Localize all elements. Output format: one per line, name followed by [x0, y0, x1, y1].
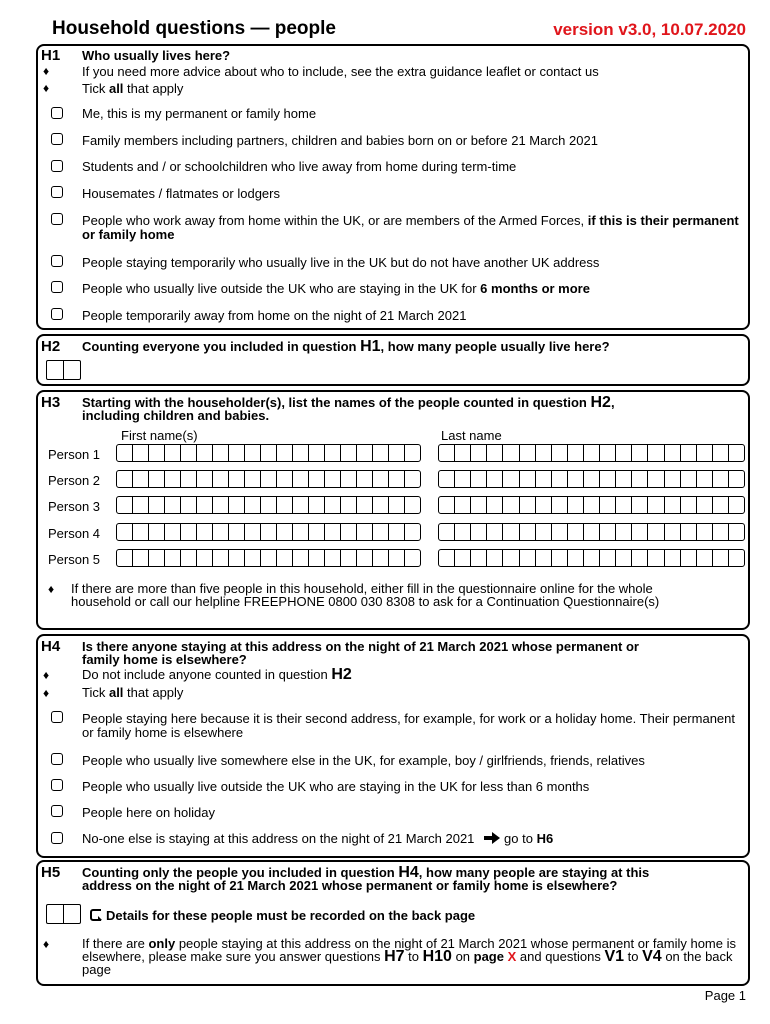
checkbox-h1-temporary[interactable] [51, 255, 63, 267]
page-title: Household questions — people [52, 18, 336, 39]
question-h4: Is there anyone staying at this address on the night of 21 March 2021 whose permanent or [82, 639, 639, 654]
h5-count-input[interactable] [46, 904, 81, 924]
bullet-icon: ♦ [43, 64, 50, 78]
option-h1-work-away: People who work away from home within the UK, or are members of the Armed Forces, if this is their permanent or family home [82, 213, 739, 242]
arrow-right-icon [484, 832, 500, 844]
person-4-last-name[interactable] [438, 523, 745, 541]
bullet-icon: ♦ [48, 582, 55, 596]
checkbox-h4-outside-uk[interactable] [51, 779, 63, 791]
person-2-first-name[interactable] [116, 470, 421, 488]
option-h4-holiday: People here on holiday [82, 805, 215, 820]
return-arrow-icon [90, 909, 103, 921]
person-label: Person 5 [48, 552, 101, 567]
instruction-h4-1: Do not include anyone counted in question H2 [82, 666, 352, 683]
checkbox-h4-second-address[interactable] [51, 711, 63, 723]
person-1-last-name[interactable] [438, 444, 745, 462]
section-h2 [36, 334, 750, 386]
question-number-h5: H5 [41, 864, 61, 881]
h5-details-note: Details for these people must be recorded on the back page [106, 908, 476, 923]
option-h1-outside-uk: People who usually live outside the UK who are staying in the UK for 6 months or more [82, 281, 590, 296]
person-label: Person 4 [48, 526, 101, 541]
option-h4-second-address: People staying here because it is their second address, for example, for work or a holiday home. Their permanent or family home is elsewhere [82, 711, 735, 740]
section-h5 [36, 860, 750, 986]
version-label: version v3.0, 10.07.2020 [553, 20, 746, 39]
question-h3-line2: including children and babies. [82, 408, 270, 423]
last-name-header: Last name [441, 428, 502, 443]
question-h2: Counting everyone you included in question H1, how many people usually live here? [82, 338, 610, 355]
question-number-h3: H3 [41, 394, 61, 411]
question-number-h1: H1 [41, 47, 61, 64]
question-number-h4: H4 [41, 638, 61, 655]
question-h5-line2: address on the night of 21 March 2021 whose permanent or family home is elsewhere? [82, 878, 618, 893]
page-number: Page 1 [704, 988, 746, 1003]
person-label: Person 1 [48, 447, 101, 462]
option-h1-away-tonight: People temporarily away from home on the night of 21 March 2021 [82, 308, 467, 323]
checkbox-h1-work-away[interactable] [51, 213, 63, 225]
option-h1-housemates: Housemates / flatmates or lodgers [82, 186, 280, 201]
option-h1-students: Students and / or schoolchildren who live away from home during term-time [82, 159, 517, 174]
person-5-first-name[interactable] [116, 549, 421, 567]
instruction-h4-2: Tick all that apply [82, 685, 184, 700]
bullet-icon: ♦ [43, 668, 50, 682]
checkbox-h1-outside-uk[interactable] [51, 281, 63, 293]
bullet-icon: ♦ [43, 81, 50, 95]
h3-continuation-note: If there are more than five people in this household, either fill in the questionnaire online for the whole household or call our helpline FREEPHONE 0800 030 8308 to ask for a Continuation Questionnaire(s) [71, 581, 660, 609]
question-h5: Counting only the people you included in question H4, how many people are staying at this [82, 864, 650, 881]
person-label: Person 3 [48, 499, 101, 514]
option-h4-no-one: No-one else is staying at this address on the night of 21 March 2021 go to H6 [82, 831, 554, 846]
option-h1-family: Family members including partners, children and babies born on or before 21 March 2021 [82, 133, 598, 148]
person-label: Person 2 [48, 473, 101, 488]
question-h4-line2: family home is elsewhere? [82, 652, 247, 667]
section-h3 [36, 390, 750, 630]
bullet-icon: ♦ [43, 937, 50, 951]
option-h4-elsewhere-uk: People who usually live somewhere else in the UK, for example, boy / girlfriends, friends, relatives [82, 753, 645, 768]
question-h3: Starting with the householder(s), list the names of the people counted in question H2, [82, 394, 615, 411]
person-3-last-name[interactable] [438, 496, 745, 514]
section-h1 [36, 44, 750, 330]
person-1-first-name[interactable] [116, 444, 421, 462]
bullet-icon: ♦ [43, 686, 50, 700]
h2-count-input[interactable] [46, 360, 81, 380]
question-h1: Who usually lives here? [82, 48, 231, 63]
checkbox-h1-away-tonight[interactable] [51, 308, 63, 320]
person-2-last-name[interactable] [438, 470, 745, 488]
person-4-first-name[interactable] [116, 523, 421, 541]
checkbox-h4-no-one[interactable] [51, 832, 63, 844]
checkbox-h4-holiday[interactable] [51, 805, 63, 817]
section-h4 [36, 634, 750, 858]
checkbox-h4-elsewhere-uk[interactable] [51, 753, 63, 765]
first-name-header: First name(s) [121, 428, 198, 443]
checkbox-h1-family[interactable] [51, 133, 63, 145]
person-3-first-name[interactable] [116, 496, 421, 514]
instruction-h1-2: Tick all that apply [82, 81, 184, 96]
checkbox-h1-housemates[interactable] [51, 186, 63, 198]
person-5-last-name[interactable] [438, 549, 745, 567]
question-number-h2: H2 [41, 338, 61, 355]
h5-back-page-note: If there are only people staying at this address on the night of 21 March 2021 whose permanent or family home is elsewhere, please make sure you answer questions H7 to H10 on page X and questions V1 to V4 on the back page [82, 936, 736, 977]
instruction-h1-1: If you need more advice about who to include, see the extra guidance leaflet or contact us [82, 64, 599, 79]
option-h1-me: Me, this is my permanent or family home [82, 106, 317, 121]
option-h4-outside-uk: People who usually live outside the UK who are staying in the UK for less than 6 months [82, 779, 590, 794]
option-h1-temporary: People staying temporarily who usually live in the UK but do not have another UK address [82, 255, 600, 270]
checkbox-h1-me[interactable] [51, 107, 63, 119]
checkbox-h1-students[interactable] [51, 160, 63, 172]
